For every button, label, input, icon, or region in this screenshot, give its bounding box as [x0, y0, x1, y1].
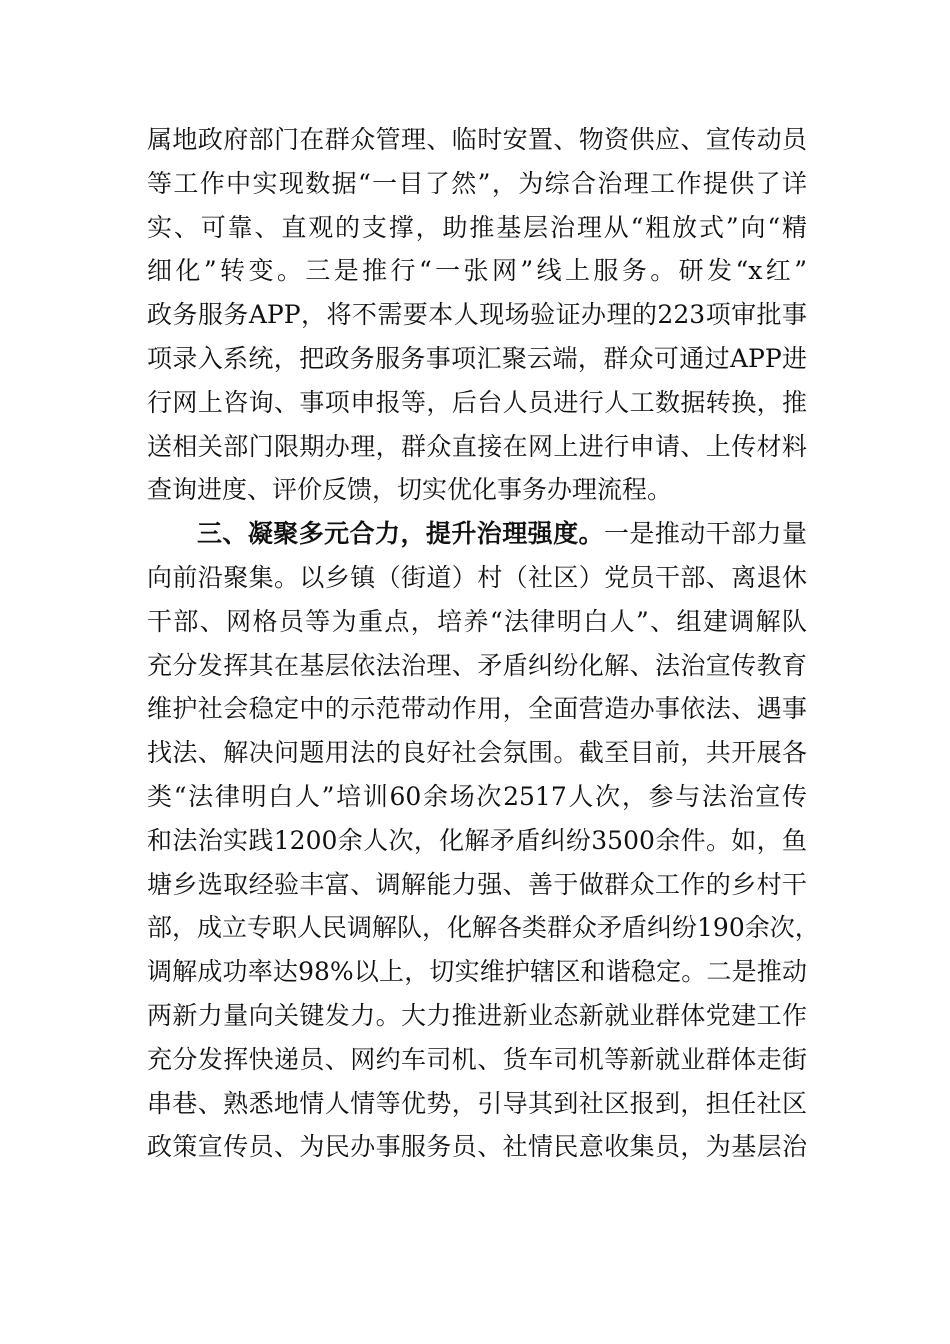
text-line: 送相关部门限期办理，群众直接在网上进行申请、上传材料	[147, 431, 807, 461]
text-line: 充分发挥其在基层依法治理、矛盾纠纷化解、法治宣传教育	[147, 650, 807, 680]
text-line: 串巷、熟悉地情人情等优势，引导其到社区报到，担任社区	[147, 1088, 807, 1118]
section-heading-line	[147, 512, 807, 556]
text-line: 维护社会稳定中的示范带动作用，全面营造办事依法、遇事	[147, 694, 807, 724]
text-line: 部，成立专职人民调解队，化解各类群众矛盾纠纷190余次，	[147, 913, 820, 943]
text-line: 塘乡选取经验丰富、调解能力强、善于做群众工作的乡村干	[147, 869, 807, 899]
text-line: 细化”转变。三是推行“一张网”线上服务。研发“x红”	[147, 256, 807, 286]
text-line: 向前沿聚集。以乡镇（街道）村（社区）党员干部、离退休	[147, 562, 807, 592]
text-line: 调解成功率达98%以上，切实维护辖区和谐稳定。二是推动	[147, 957, 807, 987]
text-line: 等工作中实现数据“一目了然”，为综合治理工作提供了详	[147, 168, 807, 198]
text-line: 查询进度、评价反馈，切实优化事务办理流程。	[147, 475, 673, 505]
text-line: 和法治实践1200余人次，化解矛盾纠纷3500余件。如，鱼	[147, 825, 807, 855]
text-line: 两新力量向关键发力。大力推进新业态新就业群体党建工作	[147, 1000, 807, 1030]
text-line: 政策宣传员、为民办事服务员、社情民意收集员，为基层治	[147, 1132, 807, 1162]
text-line: 充分发挥快递员、网约车司机、货车司机等新就业群体走街	[147, 1044, 807, 1074]
text-line: 类“法律明白人”培训60余场次2517人次，参与法治宣传	[147, 781, 807, 811]
section-heading: 三、凝聚多元合力，提升治理强度。	[197, 519, 604, 549]
text-line: 干部、网格员等为重点，培养“法律明白人”、组建调解队	[147, 606, 807, 636]
text-line: 行网上咨询、事项申报等，后台人员进行人工数据转换，推	[147, 387, 807, 417]
text-line: 实、可靠、直观的支撑，助推基层治理从“粗放式”向“精	[147, 212, 807, 242]
text-line: 项录入系统，把政务服务事项汇聚云端，群众可通过APP进	[147, 343, 807, 373]
body-text	[147, 118, 820, 1169]
section-heading-continuation: 一是推动干部力量	[603, 519, 807, 549]
text-line: 找法、解决问题用法的良好社会氛围。截至目前，共开展各	[147, 738, 807, 768]
text-line: 属地政府部门在群众管理、临时安置、物资供应、宣传动员	[147, 125, 807, 154]
text-line: 政务服务APP，将不需要本人现场验证办理的223项审批事	[147, 300, 807, 330]
